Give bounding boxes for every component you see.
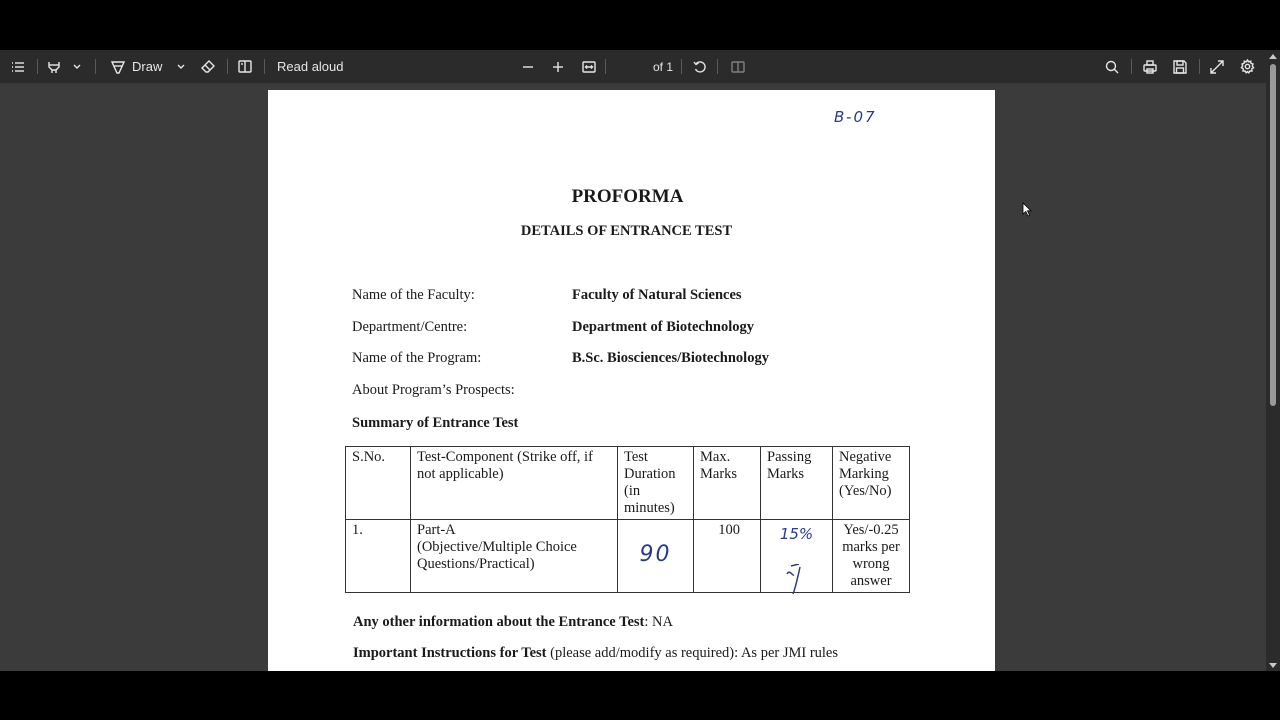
- other-info: [353, 614, 673, 631]
- chevron-down-icon[interactable]: [174, 50, 188, 83]
- summary-heading: Summary of Entrance Test: [352, 415, 519, 431]
- instructions-value: (please add/modify as required): As per JMI rules: [546, 645, 839, 661]
- other-info-label: Any other information about the Entrance Test: [353, 614, 645, 630]
- settings-icon[interactable]: [1237, 50, 1257, 83]
- search-icon[interactable]: [1102, 50, 1122, 83]
- highlight-icon[interactable]: [44, 50, 64, 83]
- draw-button[interactable]: [132, 50, 166, 83]
- header-duration: Test Duration (in minutes): [618, 447, 694, 520]
- department-value: Department of Biotechnology: [572, 319, 755, 335]
- header-max-marks: Max. Marks: [694, 447, 761, 520]
- handwritten-passing: 15%: [779, 525, 814, 543]
- fullscreen-icon[interactable]: [1207, 50, 1227, 83]
- zoom-out-icon[interactable]: [518, 50, 538, 83]
- page-total: [652, 50, 674, 83]
- component-line1: Part-A: [417, 522, 456, 538]
- read-aloud-button[interactable]: [277, 50, 344, 83]
- save-icon[interactable]: [1170, 50, 1190, 83]
- two-page-icon[interactable]: [728, 50, 748, 83]
- scrollbar-thumb[interactable]: [1270, 64, 1276, 406]
- document-subtitle: DETAILS OF ENTRANCE TEST: [520, 223, 733, 239]
- header-component: Test-Component (Strike off, if not applicable): [411, 447, 618, 520]
- cell-negative: Yes/-0.25 marks per wrong answer: [833, 520, 910, 593]
- page-view-icon[interactable]: [235, 50, 255, 83]
- draw-label: Draw: [132, 59, 163, 74]
- pdf-toolbar: [0, 50, 1280, 84]
- prospects-label: About Program’s Prospects:: [352, 382, 515, 398]
- program-label: Name of the Program:: [352, 350, 482, 366]
- handwritten-code: B-07: [834, 108, 877, 126]
- print-icon[interactable]: [1140, 50, 1160, 83]
- instructions: [353, 645, 838, 662]
- table-row: [346, 520, 910, 593]
- fit-width-icon[interactable]: [579, 50, 599, 83]
- cell-duration: [618, 520, 694, 593]
- other-info-value: : NA: [644, 614, 673, 630]
- scroll-up-icon[interactable]: [1269, 54, 1277, 59]
- draw-icon[interactable]: [108, 50, 128, 83]
- header-passing-marks: Passing Marks: [761, 447, 833, 520]
- faculty-value: Faculty of Natural Sciences: [572, 287, 742, 303]
- header-sno: S.No.: [346, 447, 411, 520]
- mouse-cursor-icon: [1022, 202, 1032, 217]
- program-value: B.Sc. Biosciences/Biotechnology: [572, 350, 769, 366]
- handwritten-duration: 90: [639, 542, 672, 567]
- faculty-label: Name of the Faculty:: [352, 287, 475, 303]
- table-header-row: [346, 447, 910, 520]
- handwritten-tick-mark: [785, 564, 807, 596]
- entrance-test-table: [345, 446, 910, 593]
- department-label: Department/Centre:: [352, 319, 468, 335]
- page-total-label: of 1: [652, 59, 673, 74]
- contents-icon[interactable]: [8, 50, 28, 83]
- vertical-scrollbar[interactable]: [1266, 50, 1280, 671]
- scroll-down-icon[interactable]: [1269, 663, 1277, 668]
- component-line2: (Objective/Multiple Choice Questions/Practical): [417, 539, 577, 572]
- cell-sno: 1.: [346, 520, 411, 593]
- erase-icon[interactable]: [198, 50, 218, 83]
- header-negative-marking: Negative Marking (Yes/No): [833, 447, 910, 520]
- cell-max-marks: 100: [694, 520, 761, 593]
- zoom-in-icon[interactable]: [548, 50, 568, 83]
- rotate-icon[interactable]: [690, 50, 710, 83]
- chevron-down-icon[interactable]: [70, 50, 84, 83]
- document-viewer[interactable]: [0, 84, 1266, 671]
- instructions-label: Important Instructions for Test: [353, 645, 547, 661]
- pdf-page: [268, 90, 995, 671]
- document-title: PROFORMA: [571, 186, 684, 207]
- read-aloud-label: Read aloud: [277, 59, 344, 74]
- cell-component: [411, 520, 618, 593]
